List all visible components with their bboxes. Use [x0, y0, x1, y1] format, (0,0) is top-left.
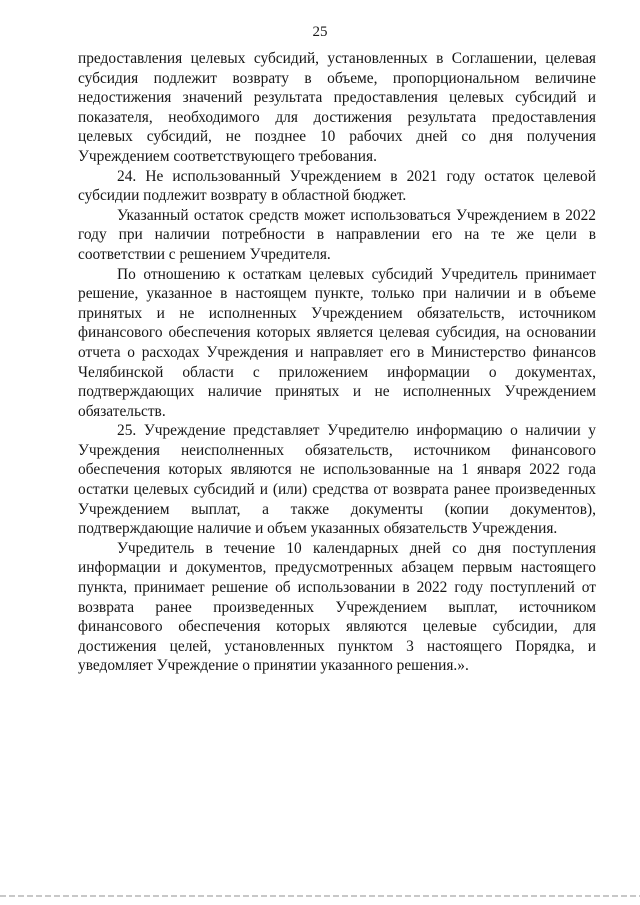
- paragraph-item-24: 24. Не использованный Учреждением в 2021 году остаток целевой субсидии подлежит возврату в областной бюджет.: [78, 167, 596, 205]
- paragraph-founder-decision: Учредитель в течение 10 календарных дней со дня поступления информации и документов, предусмотренных абзацем первым настоящего пункта, принимает решение об использовании в 2022 году поступлений от возврата ранее произведенных Учреждением выплат, источником финансового обеспечения которых являются целевые субсидии, для достижения целей, установленных пунктом 3 настоящего Порядка, и уведомляет Учреждение о принятии указанного решения.».: [78, 539, 596, 675]
- scan-bottom-edge: [0, 895, 640, 897]
- page-number: 25: [312, 24, 328, 40]
- paragraph-continuation: предоставления целевых субсидий, установленных в Соглашении, целевая субсидия подлежит возврату в объеме, пропорциональном величине недостижения значений результата предоставления целевых субсидий и показателя, необходимого для достижения результата предоставления целевых субсидий, не позднее 10 рабочих дней со дня получения Учреждением соответствующего требования.: [78, 50, 596, 165]
- document-body: [78, 49, 596, 676]
- paragraph-remainder-decision: По отношению к остаткам целевых субсидий Учредитель принимает решение, указанное в настоящем пункте, только при наличии и в объеме принятых и не исполненных Учреждением обязательств, источником финансового обеспечения которых является целевая субсидия, на основании отчета о расходах Учреждения и направляет его в Министерство финансов Челябинской области с приложением информации о документах, подтверждающих наличие принятых и не исполненных Учреждением обязательств.: [78, 265, 596, 420]
- paragraph-item-25: 25. Учреждение представляет Учредителю информацию о наличии у Учреждения неисполненных обязательств, источником финансового обеспечения которых являются не использованные на 1 января 2022 года остатки целевых субсидий и (или) средства от возврата ранее произведенных Учреждением выплат, а также документы (копии документов), подтверждающие наличие и объем указанных обязательств Учреждения.: [78, 422, 596, 538]
- paragraph-remainder-usage: Указанный остаток средств может использоваться Учреждением в 2022 году при наличии потребности в направлении его на те же цели в соответствии с решением Учредителя.: [78, 206, 596, 263]
